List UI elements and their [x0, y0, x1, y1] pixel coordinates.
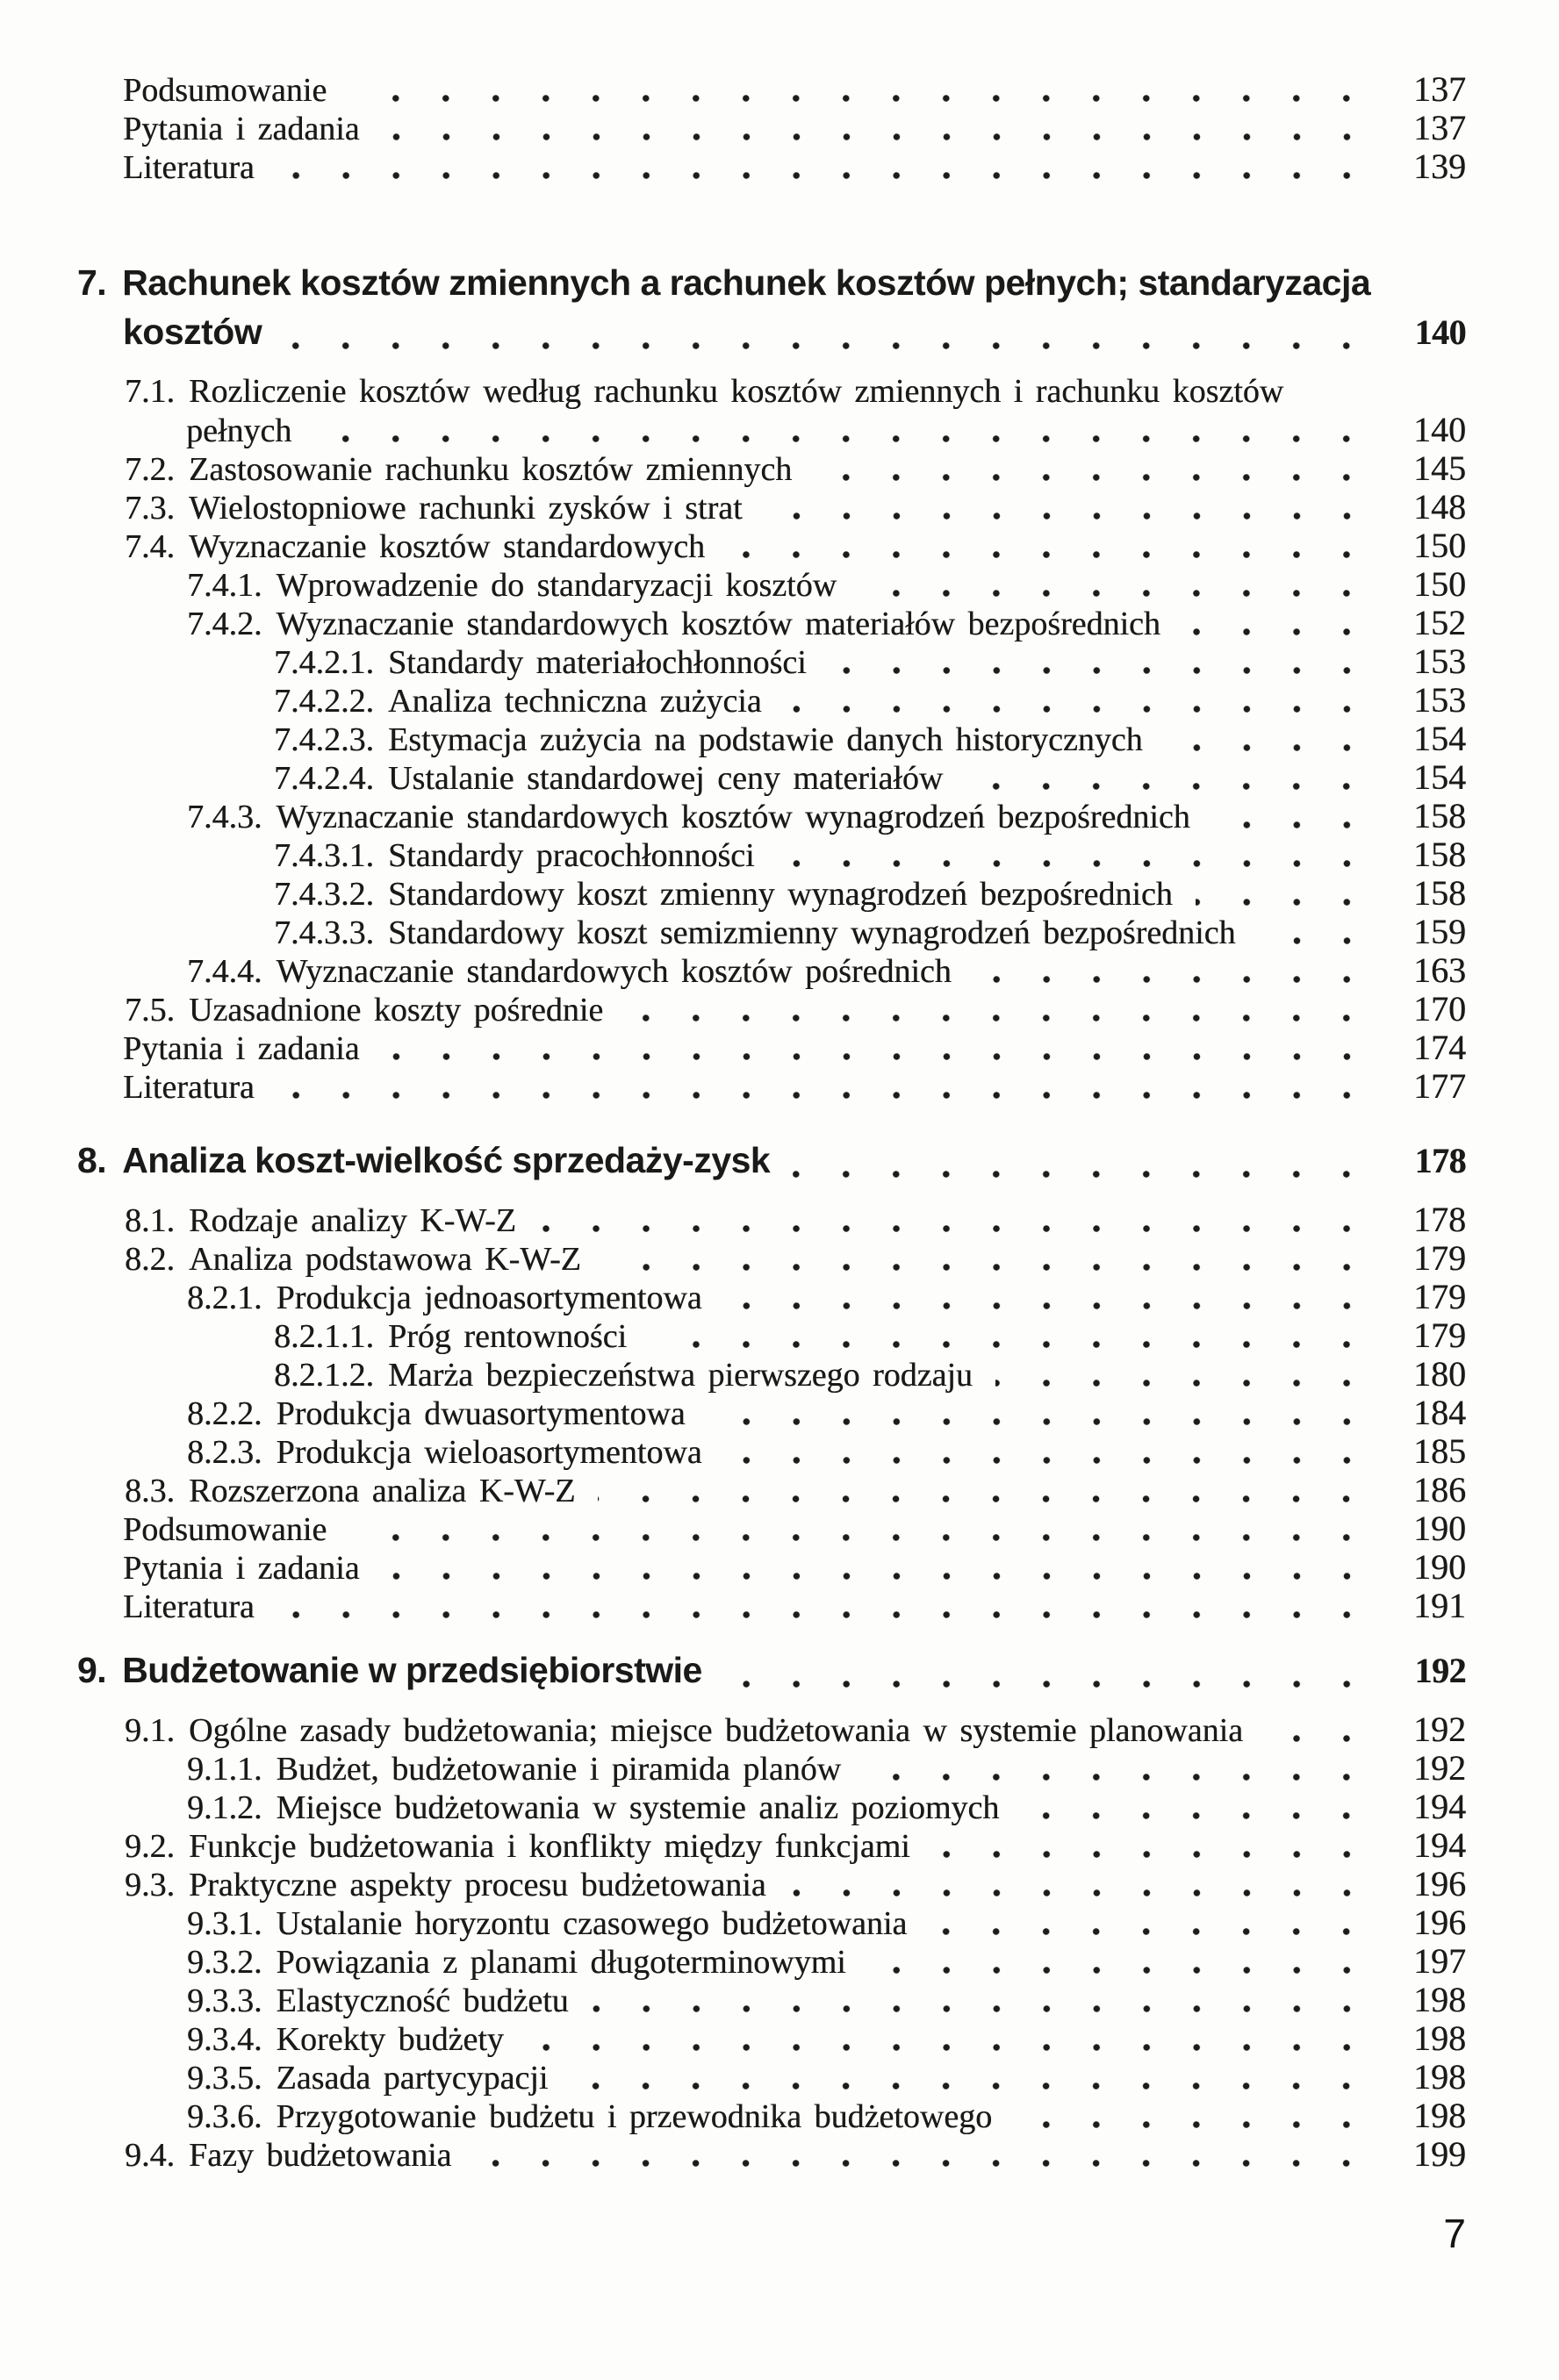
toc-entry-page: 186 — [1413, 1470, 1466, 1509]
toc-section-number: 8. — [77, 1140, 107, 1180]
dot-leader — [383, 109, 1396, 147]
toc-section-heading — [0, 1645, 1466, 1695]
toc-entry — [0, 109, 1466, 147]
toc-entry-number: 7.4. — [125, 528, 175, 565]
toc-entry — [0, 1278, 1466, 1316]
toc-entry-number: 7.4.3.3. — [274, 914, 374, 951]
toc-entry — [0, 1509, 1466, 1548]
toc-entry-number: 7.5. — [125, 992, 175, 1029]
toc-section-heading-continuation — [0, 307, 1466, 356]
toc-entry-text: Standardy pracochłonności — [388, 837, 755, 874]
toc-entry-number: 7.4.4. — [187, 953, 262, 990]
toc-entry-text: Zastosowanie rachunku kosztów zmiennych — [189, 451, 793, 488]
dot-leader — [830, 642, 1396, 681]
toc-entry-text: Praktyczne aspekty procesu budżetowania — [189, 1867, 766, 1903]
toc-entry — [0, 1067, 1466, 1106]
toc-entry-number: 8.2.2. — [187, 1395, 262, 1432]
dot-leader — [789, 1865, 1396, 1903]
toc-section-number: 7. — [77, 262, 107, 303]
dot-leader — [314, 411, 1396, 449]
toc-entry-number: 9.3.6. — [187, 2098, 262, 2135]
toc-entry-number: 7.4.1. — [187, 567, 262, 604]
toc-entry — [0, 527, 1466, 565]
toc-entry-text: Próg rentowności — [388, 1318, 628, 1355]
toc-entry-text: Budżet, budżetowanie i piramida planów — [276, 1751, 842, 1788]
toc-entry-text: Analiza techniczna zużycia — [388, 683, 762, 720]
toc-entry-page: 194 — [1413, 1787, 1466, 1826]
toc-entry-text: Wprowadzenie do standaryzacji kosztów — [276, 567, 837, 604]
toc-entry — [0, 1749, 1466, 1788]
dot-leader — [864, 1749, 1396, 1788]
toc-entry — [0, 1710, 1466, 1749]
dot-leader — [349, 1509, 1396, 1548]
toc-entry-number: 7.4.2.2. — [274, 683, 374, 720]
dot-leader — [1259, 913, 1396, 951]
toc-entry-page: 163 — [1413, 950, 1466, 990]
toc-entry-page: 178 — [1414, 1141, 1466, 1180]
toc-entry-number: 7.4.3. — [187, 799, 262, 835]
toc-entry — [0, 1029, 1466, 1067]
dot-leader — [785, 681, 1396, 720]
toc-entry-page: 194 — [1413, 1825, 1466, 1865]
toc-entry-text: Produkcja jednoasortymentowa — [276, 1280, 702, 1316]
toc-entry-page: 192 — [1414, 1651, 1466, 1690]
toc-entry-number: 9.3.1. — [187, 1905, 262, 1942]
toc-entry-text: Marża bezpieczeństwa pierwszego rodzaju — [388, 1357, 973, 1394]
toc-entry — [0, 1865, 1466, 1903]
toc-section-title: Budżetowanie w przedsiębiorstwie — [122, 1650, 702, 1690]
toc-entry — [0, 565, 1466, 604]
toc-entry-text: Ustalanie standardowej ceny materiałów — [388, 760, 944, 797]
dot-leader — [708, 1394, 1396, 1432]
toc-entry — [0, 1942, 1466, 1981]
dot-leader — [778, 835, 1396, 874]
toc-entry — [0, 1316, 1466, 1355]
toc-entry-label: Podsumowanie — [123, 1511, 327, 1548]
toc-entry-text: Przygotowanie budżetu i przewodnika budżetowego — [276, 2098, 993, 2135]
toc-entry-text: Rozliczenie kosztów według rachunku kosztów zmiennych i rachunku kosztów — [189, 373, 1284, 410]
dot-leader — [349, 70, 1396, 109]
toc-entry — [0, 1587, 1466, 1625]
toc-section-number: 9. — [77, 1650, 107, 1690]
toc-entry-number: 8.3. — [125, 1473, 175, 1509]
dot-leader — [725, 1432, 1396, 1471]
toc-entry-page: 179 — [1413, 1277, 1466, 1316]
toc-entry-number: 9.1.1. — [187, 1751, 262, 1788]
toc-entry-page: 145 — [1413, 448, 1466, 488]
toc-entry-number: 9.3.5. — [187, 2060, 262, 2097]
toc-entry — [0, 913, 1466, 951]
toc-entry-page: 158 — [1413, 873, 1466, 913]
toc-section-heading — [0, 258, 1466, 307]
toc-entry-label: Pytania i zadania — [123, 111, 360, 147]
toc-section-title: Analiza koszt-wielkość sprzedaży-zysk — [122, 1140, 771, 1180]
dot-leader — [604, 1239, 1396, 1278]
dot-leader — [974, 951, 1396, 990]
toc-entry-page: 198 — [1413, 2057, 1466, 2097]
toc-entry — [0, 1548, 1466, 1587]
toc-entry — [0, 1432, 1466, 1471]
toc-entry-number: 8.2.1. — [187, 1280, 262, 1316]
toc-entry-text: Wyznaczanie standardowych kosztów materiałów bezpośrednich — [276, 606, 1160, 642]
dot-leader — [933, 1826, 1396, 1865]
toc-entry-text: Wyznaczanie standardowych kosztów wynagrodzeń bezpośrednich — [276, 799, 1190, 835]
toc-entry-page: 199 — [1413, 2134, 1466, 2174]
toc-entry-page: 190 — [1413, 1509, 1466, 1548]
toc-entry-label: Literatura — [123, 1069, 255, 1106]
toc-entry — [0, 1471, 1466, 1509]
toc-entry-number: 9.3. — [125, 1867, 175, 1903]
toc-entry-page: 190 — [1413, 1547, 1466, 1587]
toc-entry-page: 180 — [1413, 1354, 1466, 1394]
toc-entry — [0, 758, 1466, 797]
dot-leader — [571, 2058, 1396, 2097]
toc-entry-number: 9.4. — [125, 2137, 175, 2174]
dot-leader — [277, 147, 1396, 186]
dot-leader — [1266, 1710, 1396, 1749]
toc-entry — [0, 1394, 1466, 1432]
toc-entry-page: 153 — [1413, 642, 1466, 681]
toc-entry-page: 191 — [1413, 1586, 1466, 1625]
toc-entry — [0, 1826, 1466, 1865]
toc-entry — [0, 1201, 1466, 1239]
toc-entry-text: Produkcja wieloasortymentowa — [276, 1434, 702, 1471]
toc-entry-text: Rodzaje analizy K-W-Z — [189, 1202, 516, 1239]
toc-entry-text: Elastyczność budżetu — [276, 1982, 569, 2019]
dot-leader — [383, 1029, 1396, 1067]
toc-entry-number: 7.4.2. — [187, 606, 262, 642]
toc-entry — [0, 720, 1466, 758]
toc-entry-page: 197 — [1413, 1941, 1466, 1981]
dot-leader — [284, 307, 1396, 356]
toc-entry-page: 192 — [1413, 1710, 1466, 1749]
toc-entry-page: 198 — [1413, 1980, 1466, 2019]
dot-leader — [527, 2019, 1396, 2058]
toc-entry — [0, 1355, 1466, 1394]
toc-entry-label: Pytania i zadania — [123, 1030, 360, 1067]
toc-entry-label: Pytania i zadania — [123, 1550, 360, 1587]
dot-leader — [725, 1278, 1396, 1316]
dot-leader — [1022, 1788, 1396, 1826]
toc-entry-page: 140 — [1413, 410, 1466, 449]
dot-leader — [539, 1201, 1396, 1239]
toc-entry-number: 8.2.1.2. — [274, 1357, 374, 1394]
toc-entry — [0, 372, 1466, 411]
toc-entry-text: Rozszerzona analiza K-W-Z — [189, 1473, 576, 1509]
toc-entry — [0, 990, 1466, 1029]
toc-entry — [0, 642, 1466, 681]
dot-leader — [1015, 2097, 1396, 2135]
dot-leader — [277, 1067, 1396, 1106]
toc-entry-page: 152 — [1413, 603, 1466, 642]
toc-entry-text: Wyznaczanie standardowych kosztów pośrednich — [276, 953, 952, 990]
dot-leader — [1196, 874, 1396, 913]
toc-entry-page: 174 — [1413, 1028, 1466, 1067]
toc-entry — [0, 951, 1466, 990]
toc-entry-number: 7.4.2.3. — [274, 721, 374, 758]
toc-entry-number: 7.3. — [125, 490, 175, 527]
toc-entry — [0, 874, 1466, 913]
toc-entry — [0, 835, 1466, 874]
toc-section-title: Rachunek kosztów zmiennych a rachunek kosztów pełnych; standaryzacja — [122, 262, 1371, 303]
toc-entry-text: Miejsce budżetowania w systemie analiz poziomych — [276, 1789, 1000, 1826]
toc-entry-page: 158 — [1413, 796, 1466, 835]
toc-entry-page: 137 — [1413, 108, 1466, 147]
toc-entry-text: Fazy budżetowania — [189, 2137, 452, 2174]
toc-entry — [0, 681, 1466, 720]
toc-entry — [0, 70, 1466, 109]
toc-entry-text: Uzasadnione koszty pośrednie — [189, 992, 604, 1029]
dot-leader — [598, 1471, 1396, 1509]
toc-entry-number: 9.1.2. — [187, 1789, 262, 1826]
toc-entry-page: 184 — [1413, 1393, 1466, 1432]
toc-section-heading — [0, 1136, 1466, 1185]
toc-entry — [0, 2135, 1466, 2174]
toc-entry-page: 179 — [1413, 1315, 1466, 1355]
toc-entry — [0, 2019, 1466, 2058]
toc-entry-text: Standardy materiałochłonności — [388, 644, 807, 681]
toc-entry-page: 150 — [1413, 526, 1466, 565]
toc-entry-page: 140 — [1414, 312, 1466, 352]
dot-leader — [869, 1942, 1396, 1981]
toc-entry-page: 148 — [1413, 487, 1466, 527]
dot-leader — [1213, 797, 1396, 835]
toc-entry-text: Standardowy koszt zmienny wynagrodzeń bezpośrednich — [388, 876, 1173, 913]
toc-entry-text: Funkcje budżetowania i konflikty między funkcjami — [189, 1828, 910, 1865]
toc-entry-page: 150 — [1413, 564, 1466, 604]
dot-leader — [859, 565, 1396, 604]
dot-leader — [1166, 720, 1396, 758]
toc-entry — [0, 797, 1466, 835]
toc-entry-number: 9.3.3. — [187, 1982, 262, 2019]
toc-entry-number: 7.4.3.2. — [274, 876, 374, 913]
toc-entry-page: 192 — [1413, 1748, 1466, 1788]
toc-entry — [0, 1788, 1466, 1826]
toc-entry-page: 196 — [1413, 1903, 1466, 1942]
toc-entry — [0, 1903, 1466, 1942]
toc-entry-number: 8.2. — [125, 1241, 175, 1278]
toc-entry-number: 7.1. — [125, 373, 175, 410]
toc-entry-text: Analiza podstawowa K-W-Z — [189, 1241, 581, 1278]
toc-entry-page: 196 — [1413, 1864, 1466, 1903]
toc-entry-page: 177 — [1413, 1066, 1466, 1106]
toc-entry — [0, 1981, 1466, 2019]
toc-entry-text: Wyznaczanie kosztów standardowych — [189, 528, 706, 565]
dot-leader — [765, 488, 1396, 527]
dot-leader — [592, 1981, 1396, 2019]
toc-entry-number: 7.2. — [125, 451, 175, 488]
toc-entry — [0, 1239, 1466, 1278]
toc-entry-number: 9.3.2. — [187, 1944, 262, 1981]
toc-entry-page: 198 — [1413, 2096, 1466, 2135]
dot-leader — [474, 2135, 1396, 2174]
toc-entry — [0, 2097, 1466, 2135]
toc-entry — [0, 449, 1466, 488]
toc-entry-text: Korekty budżety — [276, 2021, 504, 2058]
toc-entry-number: 9.1. — [125, 1712, 175, 1749]
toc-entry-number: 7.4.2.4. — [274, 760, 374, 797]
toc-entry-page: 137 — [1413, 69, 1466, 109]
toc-entry-continuation — [0, 411, 1466, 449]
toc-entry-page: 159 — [1413, 912, 1466, 951]
toc-entry-page: 179 — [1413, 1238, 1466, 1278]
page-folio: 7 — [1443, 2211, 1466, 2256]
dot-leader — [728, 527, 1396, 565]
toc-entry-page: 139 — [1413, 147, 1466, 186]
dot-leader — [277, 1587, 1396, 1625]
toc-entry-text: Estymacja zużycia na podstawie danych historycznych — [388, 721, 1143, 758]
toc-entry — [0, 488, 1466, 527]
toc-entry-number: 8.1. — [125, 1202, 175, 1239]
dot-leader — [626, 990, 1396, 1029]
toc-entry-text: Standardowy koszt semizmienny wynagrodzeń bezpośrednich — [388, 914, 1236, 951]
toc-entry-label: Podsumowanie — [123, 72, 327, 109]
toc-entry-page: 154 — [1413, 719, 1466, 758]
toc-entry — [0, 147, 1466, 186]
dot-leader — [725, 1645, 1396, 1695]
toc-entry-number: 9.3.4. — [187, 2021, 262, 2058]
toc-entry-page: 170 — [1413, 989, 1466, 1029]
toc-entry-label: Literatura — [123, 1588, 255, 1625]
toc-entry-number: 8.2.3. — [187, 1434, 262, 1471]
dot-leader — [930, 1903, 1396, 1942]
toc-entry — [0, 604, 1466, 642]
toc-entry-number: 9.2. — [125, 1828, 175, 1865]
toc-entry-page: 158 — [1413, 835, 1466, 874]
toc-entry-page: 185 — [1413, 1431, 1466, 1471]
toc-entry — [0, 2058, 1466, 2097]
dot-leader — [793, 1136, 1396, 1185]
toc-entry-number: 8.2.1.1. — [274, 1318, 374, 1355]
toc-entry-page: 178 — [1413, 1200, 1466, 1239]
dot-leader — [650, 1316, 1396, 1355]
toc-entry-text: Zasada partycypacji — [276, 2060, 549, 2097]
toc-entry-text: Powiązania z planami długoterminowymi — [276, 1944, 846, 1981]
toc-entry-text-wrap: pełnych — [186, 412, 292, 449]
toc-entry-text: Wielostopniowe rachunki zysków i strat — [189, 490, 743, 527]
toc-entry-page: 198 — [1413, 2018, 1466, 2058]
toc-entry-page: 153 — [1413, 680, 1466, 720]
dot-leader — [815, 449, 1396, 488]
toc-entry-text: Ogólne zasady budżetowania; miejsce budżetowania w systemie planowania — [189, 1712, 1243, 1749]
dot-leader — [1183, 604, 1396, 642]
toc-entry-number: 7.4.3.1. — [274, 837, 374, 874]
dot-leader — [995, 1355, 1396, 1394]
toc-entry-text: Ustalanie horyzontu czasowego budżetowania — [276, 1905, 908, 1942]
toc-section-title-wrap: kosztów — [123, 312, 262, 352]
toc-entry-label: Literatura — [123, 149, 255, 186]
toc-entry-number: 7.4.2.1. — [274, 644, 374, 681]
toc-entry-text: Produkcja dwuasortymentowa — [276, 1395, 686, 1432]
toc-entry-page: 154 — [1413, 757, 1466, 797]
dot-leader — [383, 1548, 1396, 1587]
dot-leader — [966, 758, 1396, 797]
